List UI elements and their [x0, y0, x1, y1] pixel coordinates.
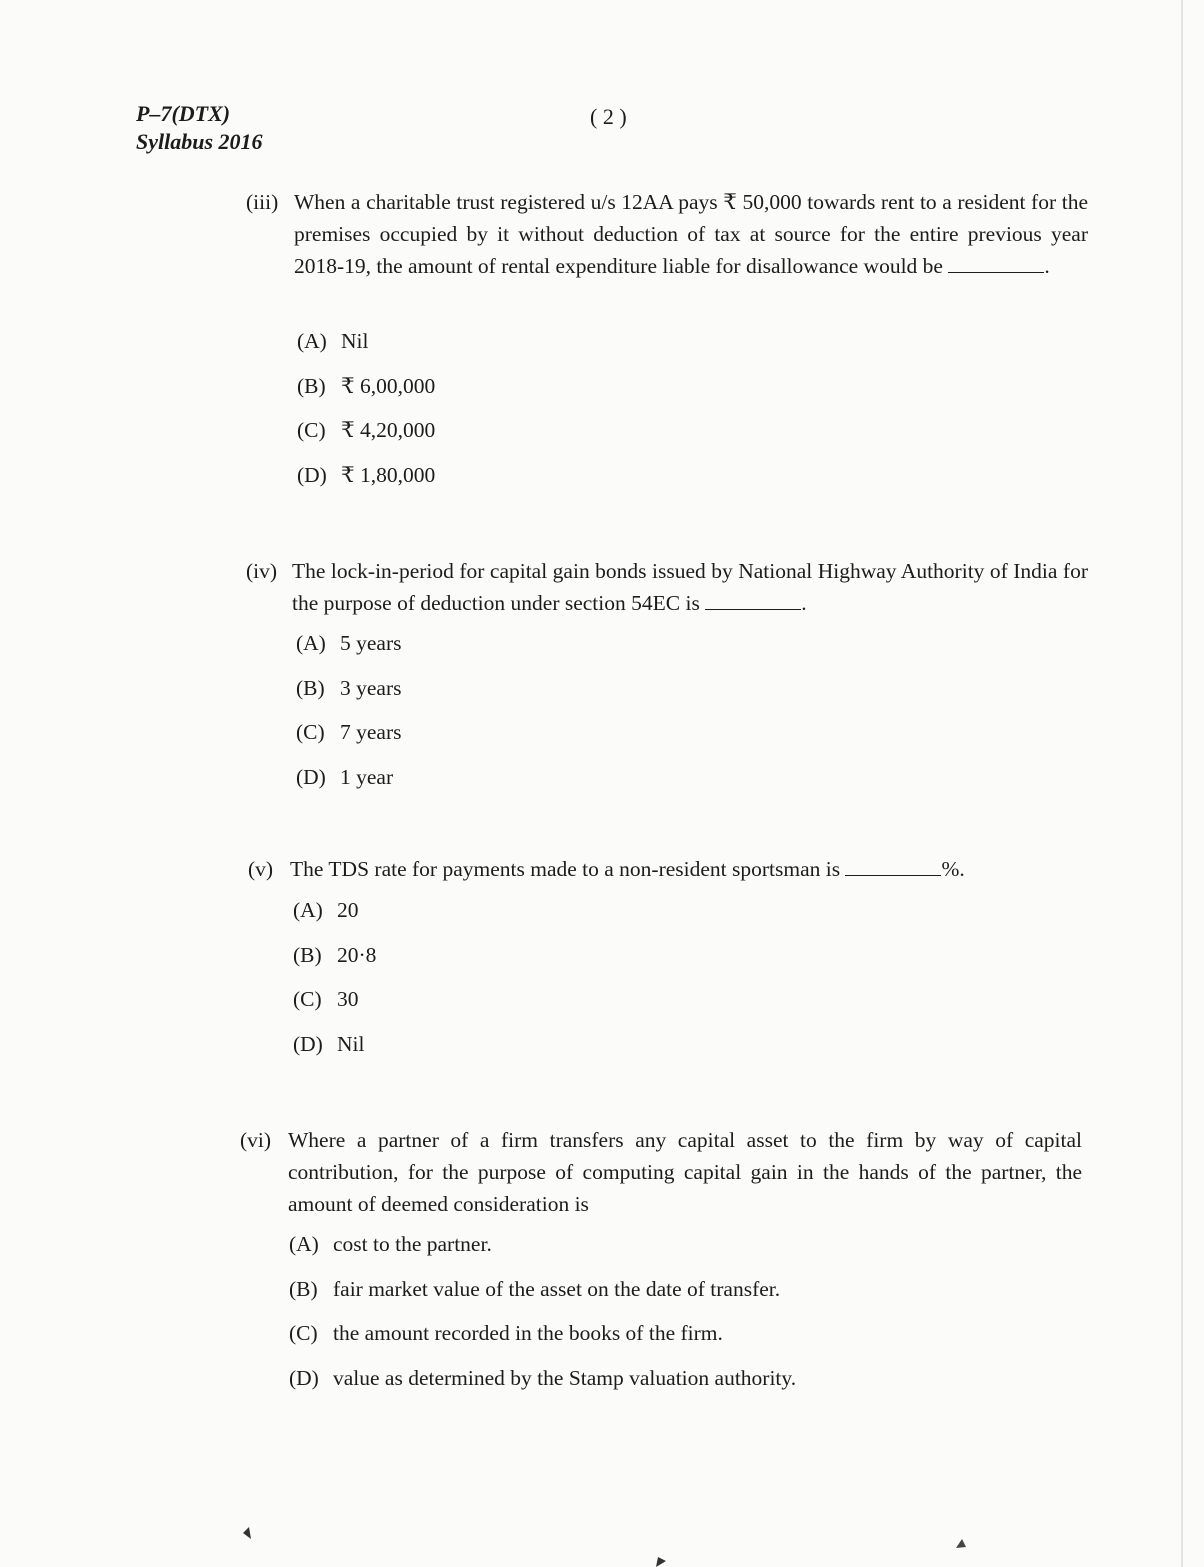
option-b	[296, 672, 402, 717]
option-letter: (B)	[296, 675, 325, 700]
option-b	[297, 370, 435, 415]
option-letter: (A)	[296, 631, 326, 655]
options-list	[296, 627, 402, 805]
option-text: 20·8	[337, 942, 377, 967]
question-text	[294, 186, 1088, 282]
option-b	[289, 1273, 796, 1318]
option-d	[289, 1362, 796, 1407]
question-text	[292, 555, 1088, 619]
question-number: (iv)	[246, 559, 278, 583]
option-a	[293, 894, 376, 939]
syllabus-label: Syllabus 2016	[136, 129, 263, 154]
option-text: Nil	[337, 1031, 365, 1056]
option-c	[289, 1317, 796, 1362]
option-a	[289, 1228, 796, 1273]
option-letter: (D)	[297, 462, 327, 487]
options-list	[293, 894, 376, 1072]
option-letter: (A)	[289, 1232, 319, 1256]
scan-speck	[243, 1527, 251, 1539]
option-c	[296, 716, 402, 761]
option-text: fair market value of the asset on the date of transfer.	[333, 1276, 781, 1301]
question-stem-end: %.	[941, 857, 965, 881]
option-letter: (A)	[293, 898, 323, 922]
option-text: the amount recorded in the books of the firm.	[333, 1321, 723, 1345]
question-stem: When a charitable trust registered u/s 12AA pays ₹ 50,000 towards rent to a resident for the premises occupied by it without deduction of tax at source for the entire previous year 2018-19, the amount of rental expenditure liable for disallowance would be	[294, 190, 1088, 278]
option-letter: (D)	[293, 1031, 323, 1056]
option-text: ₹ 4,20,000	[341, 418, 436, 442]
question-stem: The TDS rate for payments made to a non-resident sportsman is	[290, 857, 841, 881]
option-letter: (C)	[297, 418, 326, 442]
question-stem-end: .	[801, 591, 807, 615]
option-a	[296, 627, 402, 672]
option-c	[293, 983, 376, 1028]
option-letter: (B)	[289, 1276, 318, 1301]
scan-speck	[656, 1557, 666, 1567]
answer-blank	[948, 254, 1044, 273]
question-text	[288, 1124, 1082, 1220]
option-letter: (C)	[296, 720, 325, 744]
option-letter: (A)	[297, 329, 327, 353]
option-d	[297, 459, 435, 504]
question-stem: The lock-in-period for capital gain bonds issued by National Highway Authority of India for the purpose of deduction under section 54EC is	[292, 559, 1088, 615]
option-text: 20	[337, 898, 359, 922]
option-letter: (C)	[293, 987, 322, 1011]
option-d	[296, 761, 402, 806]
scan-speck	[956, 1539, 966, 1548]
answer-blank	[705, 591, 801, 610]
option-text: 3 years	[340, 675, 402, 700]
question-stem-end: .	[1044, 254, 1050, 278]
question-number: (vi)	[240, 1128, 272, 1152]
option-text: 30	[337, 987, 359, 1011]
option-text: 7 years	[340, 720, 402, 744]
options-list	[297, 325, 435, 503]
option-text: cost to the partner.	[333, 1232, 492, 1256]
option-text: 5 years	[340, 631, 402, 655]
answer-blank	[845, 857, 941, 876]
option-b	[293, 939, 376, 984]
option-letter: (B)	[297, 373, 326, 398]
option-text: ₹ 6,00,000	[341, 373, 436, 398]
option-d	[293, 1028, 376, 1073]
options-list	[289, 1228, 796, 1406]
question-stem: Where a partner of a firm transfers any capital asset to the firm by way of capital contribution, for the purpose of computing capital gain in the hands of the partner, the amount of deemed consideration is	[288, 1128, 1082, 1216]
option-letter: (C)	[289, 1321, 318, 1345]
page-number: ( 2 )	[590, 104, 627, 129]
option-a	[297, 325, 435, 370]
option-letter: (D)	[296, 764, 326, 789]
option-text: value as determined by the Stamp valuation authority.	[333, 1365, 797, 1390]
question-number: (iii)	[246, 190, 279, 214]
option-letter: (B)	[293, 942, 322, 967]
option-c	[297, 414, 435, 459]
paper-header	[136, 100, 263, 156]
option-text: 1 year	[340, 764, 394, 789]
option-text: Nil	[341, 329, 369, 353]
question-text	[290, 853, 1108, 885]
paper-code: P–7(DTX)	[136, 101, 231, 126]
option-letter: (D)	[289, 1365, 319, 1390]
option-text: ₹ 1,80,000	[341, 462, 436, 487]
question-number: (v)	[248, 857, 274, 881]
